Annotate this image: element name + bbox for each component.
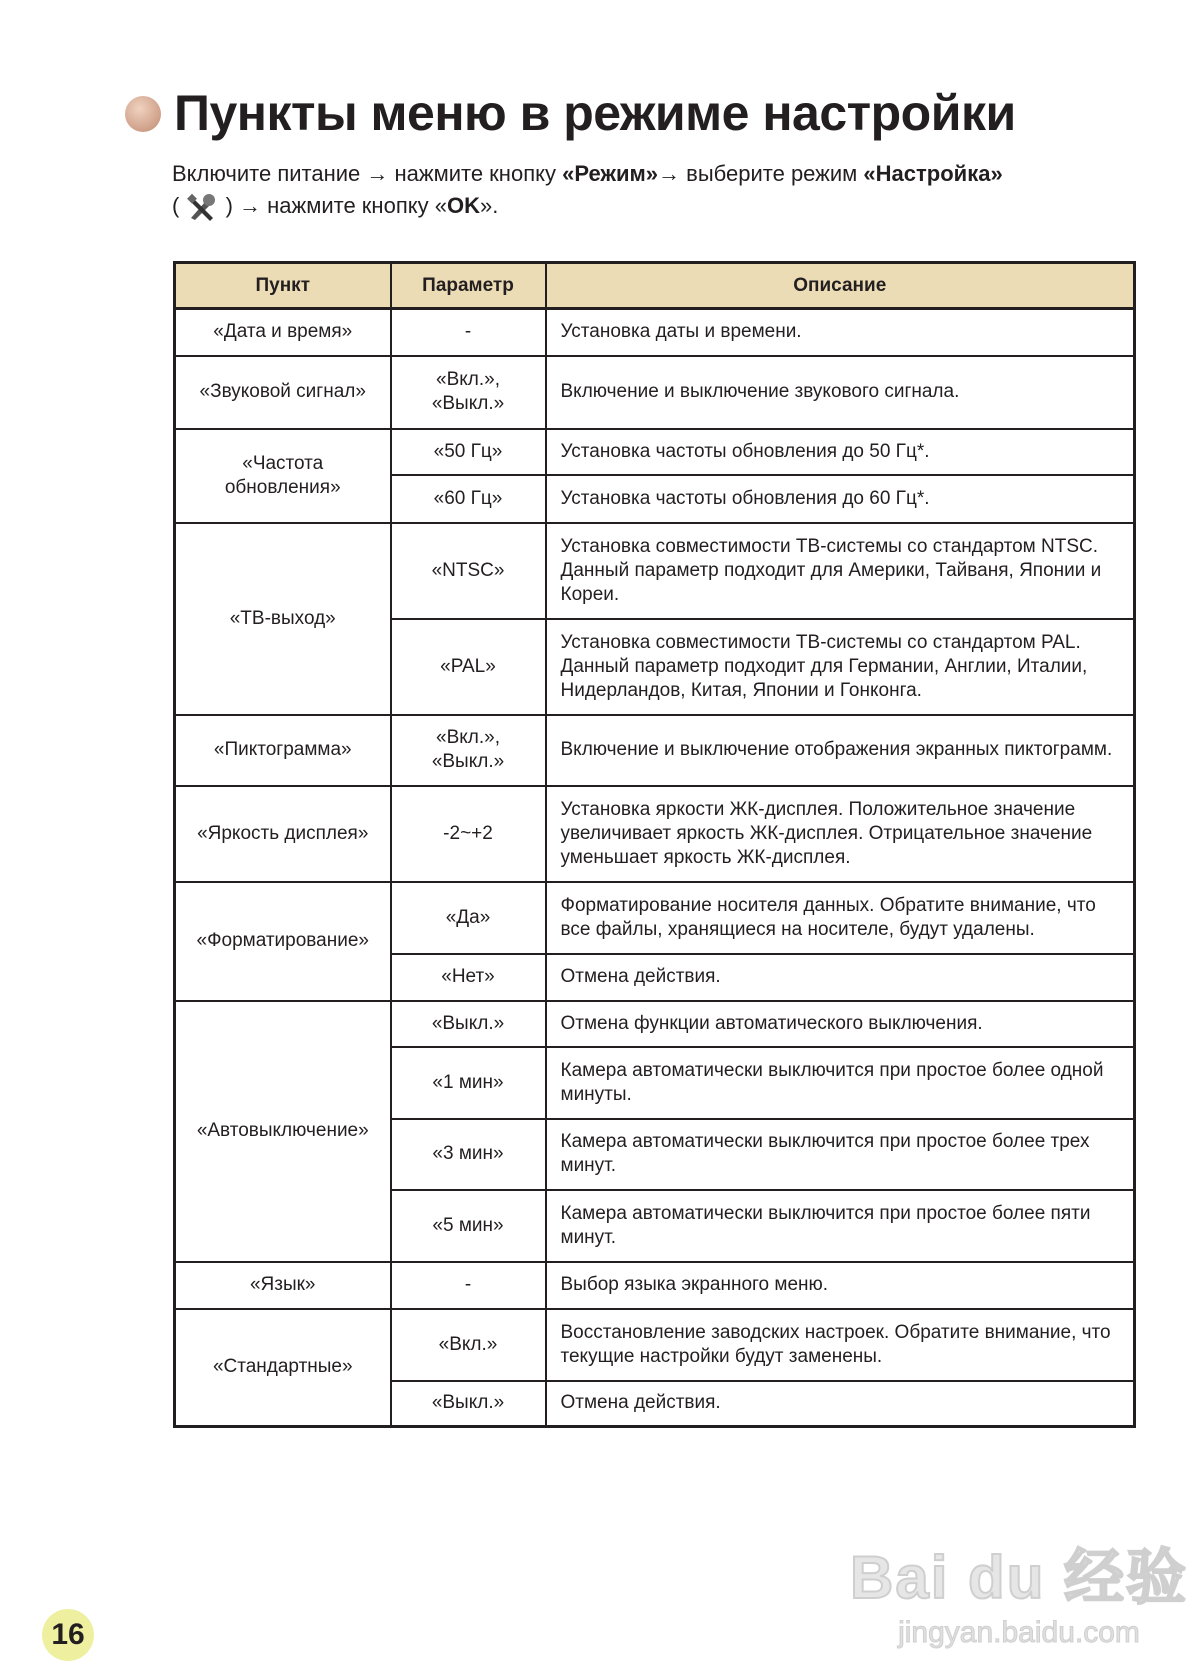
param-cell: «60 Гц» [391,475,546,523]
desc-cell: Установка частоты обновления до 50 Гц*. [546,429,1135,475]
watermark-logo: Bai du 经验 [850,1544,1189,1611]
item-cell: «Стандартные» [175,1309,391,1427]
item-cell: «Дата и время» [175,309,391,356]
table-header-row [175,263,1135,309]
param-cell: «Выкл.» [391,1381,546,1427]
item-cell: «ТВ-выход» [175,523,391,715]
desc-cell: Отмена действия. [546,954,1135,1001]
watermark-url: jingyan.baidu.com [898,1616,1140,1649]
param-cell: «Вкл.», «Выкл.» [391,715,546,786]
item-cell: «Звуковой сигнал» [175,356,391,429]
param-cell: «Вкл.» [391,1309,546,1381]
desc-cell: Восстановление заводских настроек. Обратите внимание, что текущие настройки будут заменены. [546,1309,1135,1381]
param-cell: «50 Гц» [391,429,546,475]
param-cell: «Да» [391,882,546,954]
table-row [175,523,1135,619]
param-cell: «Нет» [391,954,546,1001]
intro-part: ». [479,193,499,218]
settings-table [173,261,1136,1428]
desc-cell: Включение и выключение звукового сигнала. [546,356,1135,429]
desc-cell: Установка частоты обновления до 60 Гц*. [546,475,1135,523]
mode-button-ref: «Режим» [562,161,659,186]
desc-cell: Включение и выключение отображения экранных пиктограмм. [546,715,1135,786]
desc-cell: Выбор языка экранного меню. [546,1262,1135,1309]
header-parameter: Параметр [391,263,546,309]
page-number: 16 [42,1609,94,1661]
desc-cell: Установка яркости ЖК-дисплея. Положительное значение увеличивает яркость ЖК-дисплея. Отрицательное значение уменьшает яркость ЖК-дисплея. [546,786,1135,882]
item-cell: «Частота обновления» [175,429,391,523]
desc-cell: Форматирование носителя данных. Обратите внимание, что все файлы, хранящиеся на носителе, будут удалены. [546,882,1135,954]
setup-mode-ref: «Настройка» [863,161,1003,186]
param-cell: - [391,309,546,356]
title-bullet-icon [125,96,161,132]
tools-icon [185,192,219,222]
table-row [175,715,1135,786]
param-cell: «Вкл.», «Выкл.» [391,356,546,429]
intro-part: ) → нажмите кнопку « [219,193,447,218]
table-row [175,882,1135,954]
ok-button-ref: OK [446,193,480,218]
desc-cell: Установка совместимости ТВ-системы со стандартом PAL. Данный параметр подходит для Германии, Англии, Италии, Нидерландов, Китая, Японии и Гонконга. [546,619,1135,715]
intro-part: ( [172,193,186,218]
table-row [175,786,1135,882]
param-cell: «5 мин» [391,1190,546,1262]
param-cell: «NTSC» [391,523,546,619]
table-row [175,1001,1135,1047]
table-row [175,1262,1135,1309]
desc-cell: Отмена функции автоматического выключения. [546,1001,1135,1047]
param-cell: «1 мин» [391,1047,546,1119]
item-cell: «Форматирование» [175,882,391,1001]
table-row [175,429,1135,475]
intro-part: Включите питание → нажмите кнопку [172,161,563,186]
table-row [175,309,1135,356]
param-cell: «Выкл.» [391,1001,546,1047]
header-description: Описание [546,263,1135,309]
param-cell: «PAL» [391,619,546,715]
item-cell: «Пиктограмма» [175,715,391,786]
table-row [175,356,1135,429]
item-cell: «Автовыключение» [175,1001,391,1262]
desc-cell: Отмена действия. [546,1381,1135,1427]
baidu-watermark [850,1530,1188,1650]
page-title: Пункты меню в режиме настройки [174,85,1016,141]
param-cell: «3 мин» [391,1119,546,1190]
desc-cell: Камера автоматически выключится при простое более одной минуты. [546,1047,1135,1119]
table-row [175,1309,1135,1381]
item-cell: «Язык» [175,1262,391,1309]
item-cell: «Яркость дисплея» [175,786,391,882]
intro-text [172,158,1003,222]
desc-cell: Установка совместимости ТВ-системы со стандартом NTSC. Данный параметр подходит для Америки, Тайваня, Японии и Кореи. [546,523,1135,619]
header-item: Пункт [175,263,391,309]
intro-part: → выберите режим [658,161,864,186]
desc-cell: Камера автоматически выключится при простое более пяти минут. [546,1190,1135,1262]
desc-cell: Камера автоматически выключится при простое более трех минут. [546,1119,1135,1190]
param-cell: -2~+2 [391,786,546,882]
desc-cell: Установка даты и времени. [546,309,1135,356]
param-cell: - [391,1262,546,1309]
